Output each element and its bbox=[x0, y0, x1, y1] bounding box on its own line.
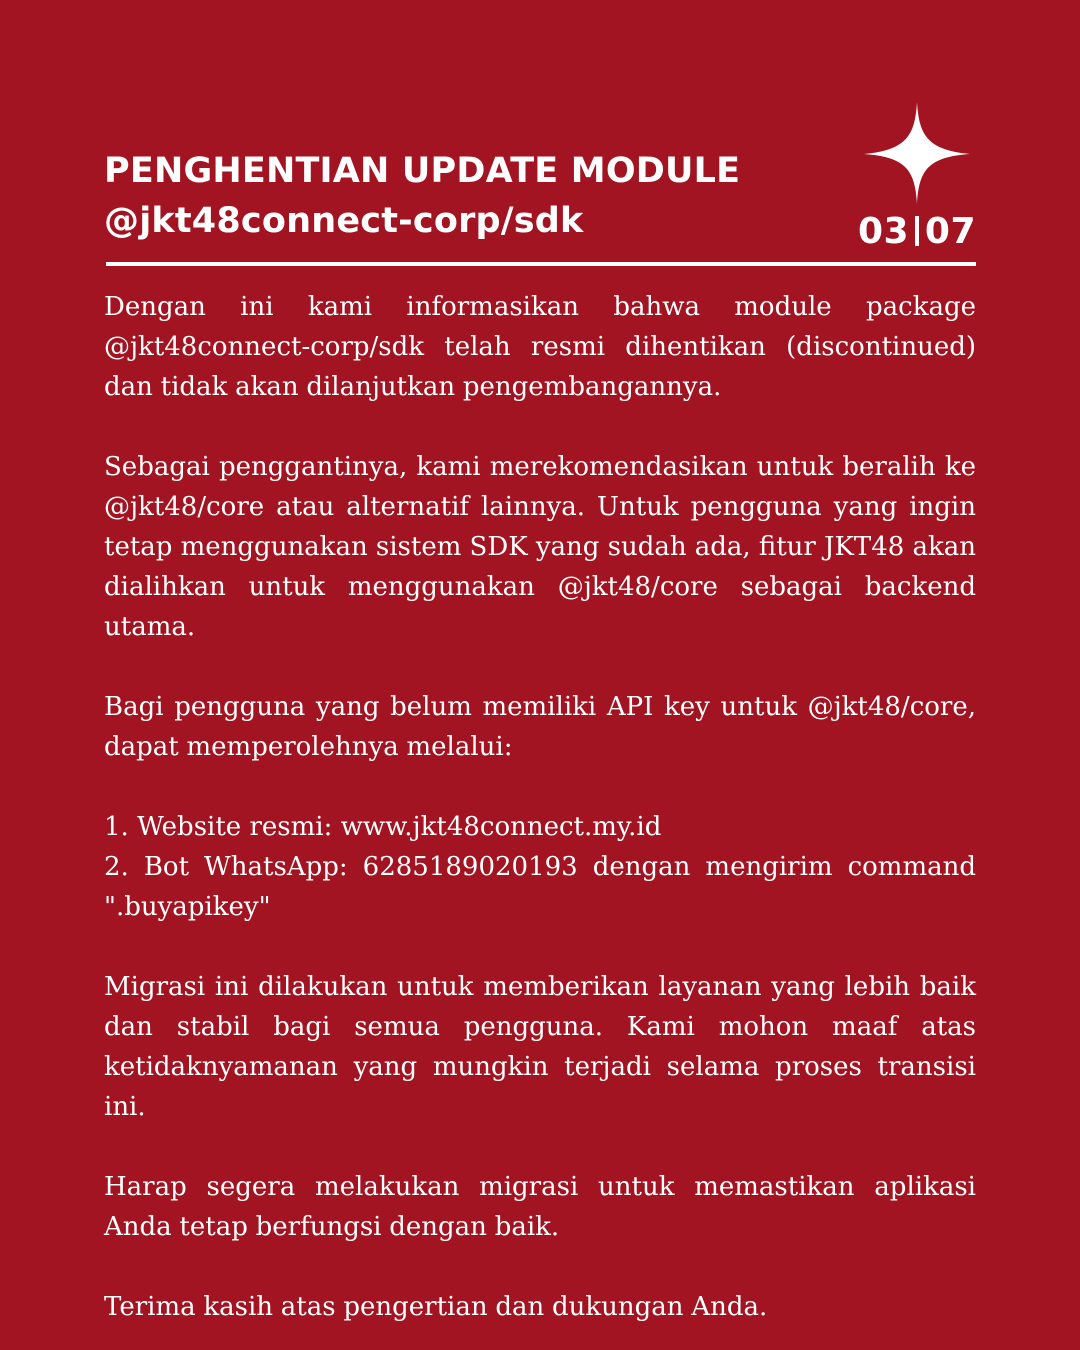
api-key-sources-list bbox=[104, 807, 976, 927]
paragraph-api-key: Bagi pengguna yang belum memiliki API key untuk @jkt48/core, dapat memperolehnya melalui: bbox=[104, 692, 976, 762]
page-counter bbox=[858, 203, 976, 259]
paragraph-thanks: Terima kasih atas pengertian dan dukungan Anda. bbox=[104, 1292, 768, 1322]
page-title bbox=[104, 146, 824, 246]
header-divider bbox=[106, 262, 976, 266]
page-current: 03 bbox=[858, 210, 910, 252]
list-item-whatsapp: 2. Bot WhatsApp: 6285189020193 dengan mengirim command ".buyapikey" bbox=[104, 852, 976, 922]
title-line-1: PENGHENTIAN UPDATE MODULE bbox=[104, 151, 741, 191]
list-item-website: 1. Website resmi: www.jkt48connect.my.id bbox=[104, 812, 662, 842]
four-point-star-icon bbox=[862, 100, 972, 210]
announcement-body bbox=[104, 287, 976, 1350]
page-total: 07 bbox=[924, 210, 976, 252]
paragraph-replacement: Sebagai penggantinya, kami merekomendasikan untuk beralih ke @jkt48/core atau alternatif lainnya. Untuk pengguna yang ingin tetap menggunakan sistem SDK yang sudah ada, fitur JKT48 akan dialihkan untuk menggunakan @jkt48/core sebagai backend utama. bbox=[104, 452, 976, 642]
title-line-2: @jkt48connect-corp/sdk bbox=[104, 201, 584, 241]
paragraph-urge: Harap segera melakukan migrasi untuk memastikan aplikasi Anda tetap berfungsi dengan baik. bbox=[104, 1172, 976, 1242]
paragraph-discontinued: Dengan ini kami informasikan bahwa module package @jkt48connect-corp/sdk telah resmi dihentikan (discontinued) dan tidak akan dilanjutkan pengembangannya. bbox=[104, 292, 976, 402]
page-counter-separator bbox=[915, 216, 919, 246]
paragraph-migration: Migrasi ini dilakukan untuk memberikan layanan yang lebih baik dan stabil bagi semua pengguna. Kami mohon maaf atas ketidaknyamanan yang mungkin terjadi selama proses transisi ini. bbox=[104, 972, 976, 1122]
